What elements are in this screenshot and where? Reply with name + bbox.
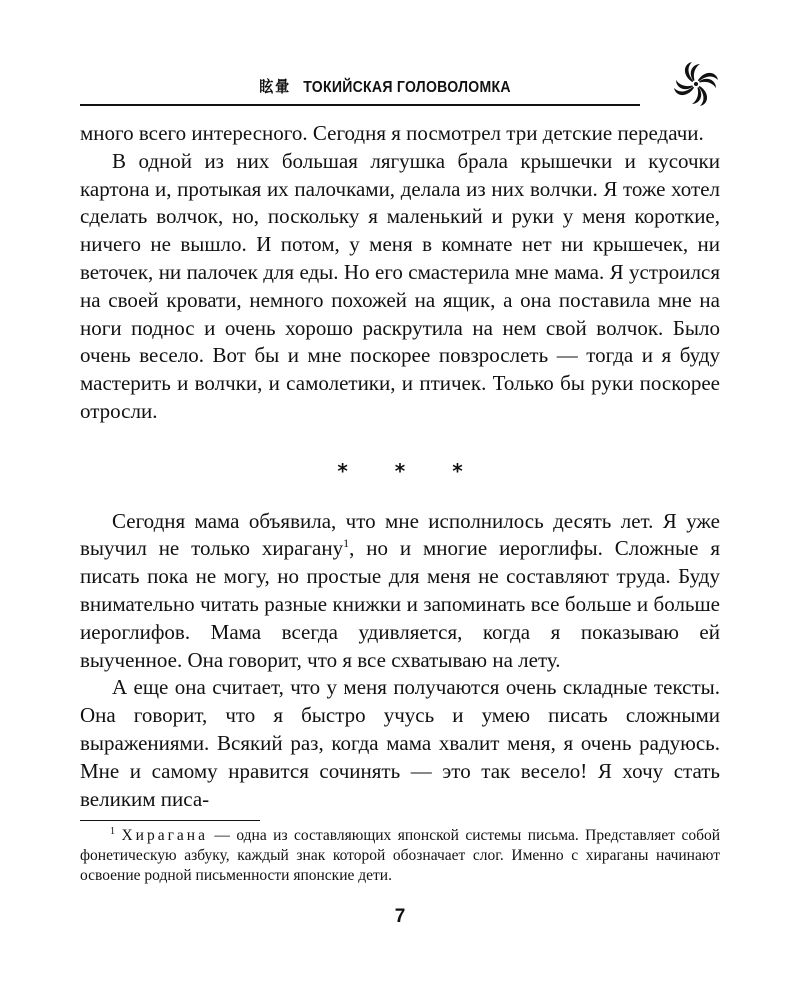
footnote-reference[interactable]: 1 (343, 536, 350, 551)
paragraph: много всего интересного. Сегодня я посмотрел три детские передачи. (80, 121, 704, 145)
footnote-rule (80, 820, 260, 821)
footnote (80, 826, 720, 886)
header-title (117, 74, 654, 97)
header-kanji: 眩暈 (259, 77, 291, 96)
paragraph (80, 508, 720, 675)
paragraph-text: Сегодня мама объявила, что мне исполнилось десять лет. Я уже выучил не только хирагану (80, 508, 720, 561)
header-book-title: ТОКИЙСКАЯ ГОЛОВОЛОМКА (303, 79, 511, 96)
spiral-vortex-icon (672, 60, 720, 108)
paragraph: В одной из них большая лягушка брала крышечки и кусочки картона и, протыкая их палочками, делала из них волчки. Я тоже хотел сделать волчок, но, поскольку я маленький и руки у меня короткие, ничего не вышло. И потом, у меня в комнате нет ни крышечек, ни веточек, ни палочек для еды. Но его смастерила мне мама. Я устроился на своей кровати, немного похожей на ящик, а она поставила мне на ноги поднос и очень хорошо раскрутила на нем свой волчок. Было очень весело. Вот бы и мне поскорее повзрослеть — тогда и я буду мастерить и волчки, и самолетики, и птичек. Только бы руки поскорее отросли. (80, 148, 720, 423)
header-rule (80, 104, 640, 106)
paragraph-text: , но и многие иероглифы. Сложные я писать пока не могу, но простые для меня не составляют труда. Буду внимательно читать разные книжки и запоминать все больше и больше иероглифов. Мама всегда удивляется, когда я показываю ей выученное. Она говорит, что я все схватываю на лету. (80, 536, 720, 672)
page-number: 7 (394, 906, 406, 927)
footnote-text: — одна из составляющих японской системы письма. Представляет собой фонетическую азбуку, каждый знак которой обозначает слог. Именно с хираганы начинают освоение родной письменности японские дети. (80, 827, 721, 884)
main-text (80, 120, 720, 813)
footnote-marker: 1 (110, 825, 115, 837)
section-separator: * * * (337, 458, 483, 483)
paragraph: А еще она считает, что у меня получаются очень складные тексты. Она говорит, что я быстро учусь и умею писать сложными выражениями. Всякий раз, когда мама хвалит меня, я очень радуюсь. Мне и самому нравится сочинять — это так весело! Я хочу стать великим писа- (80, 675, 720, 811)
footnote-term: Хирагана (121, 827, 208, 844)
